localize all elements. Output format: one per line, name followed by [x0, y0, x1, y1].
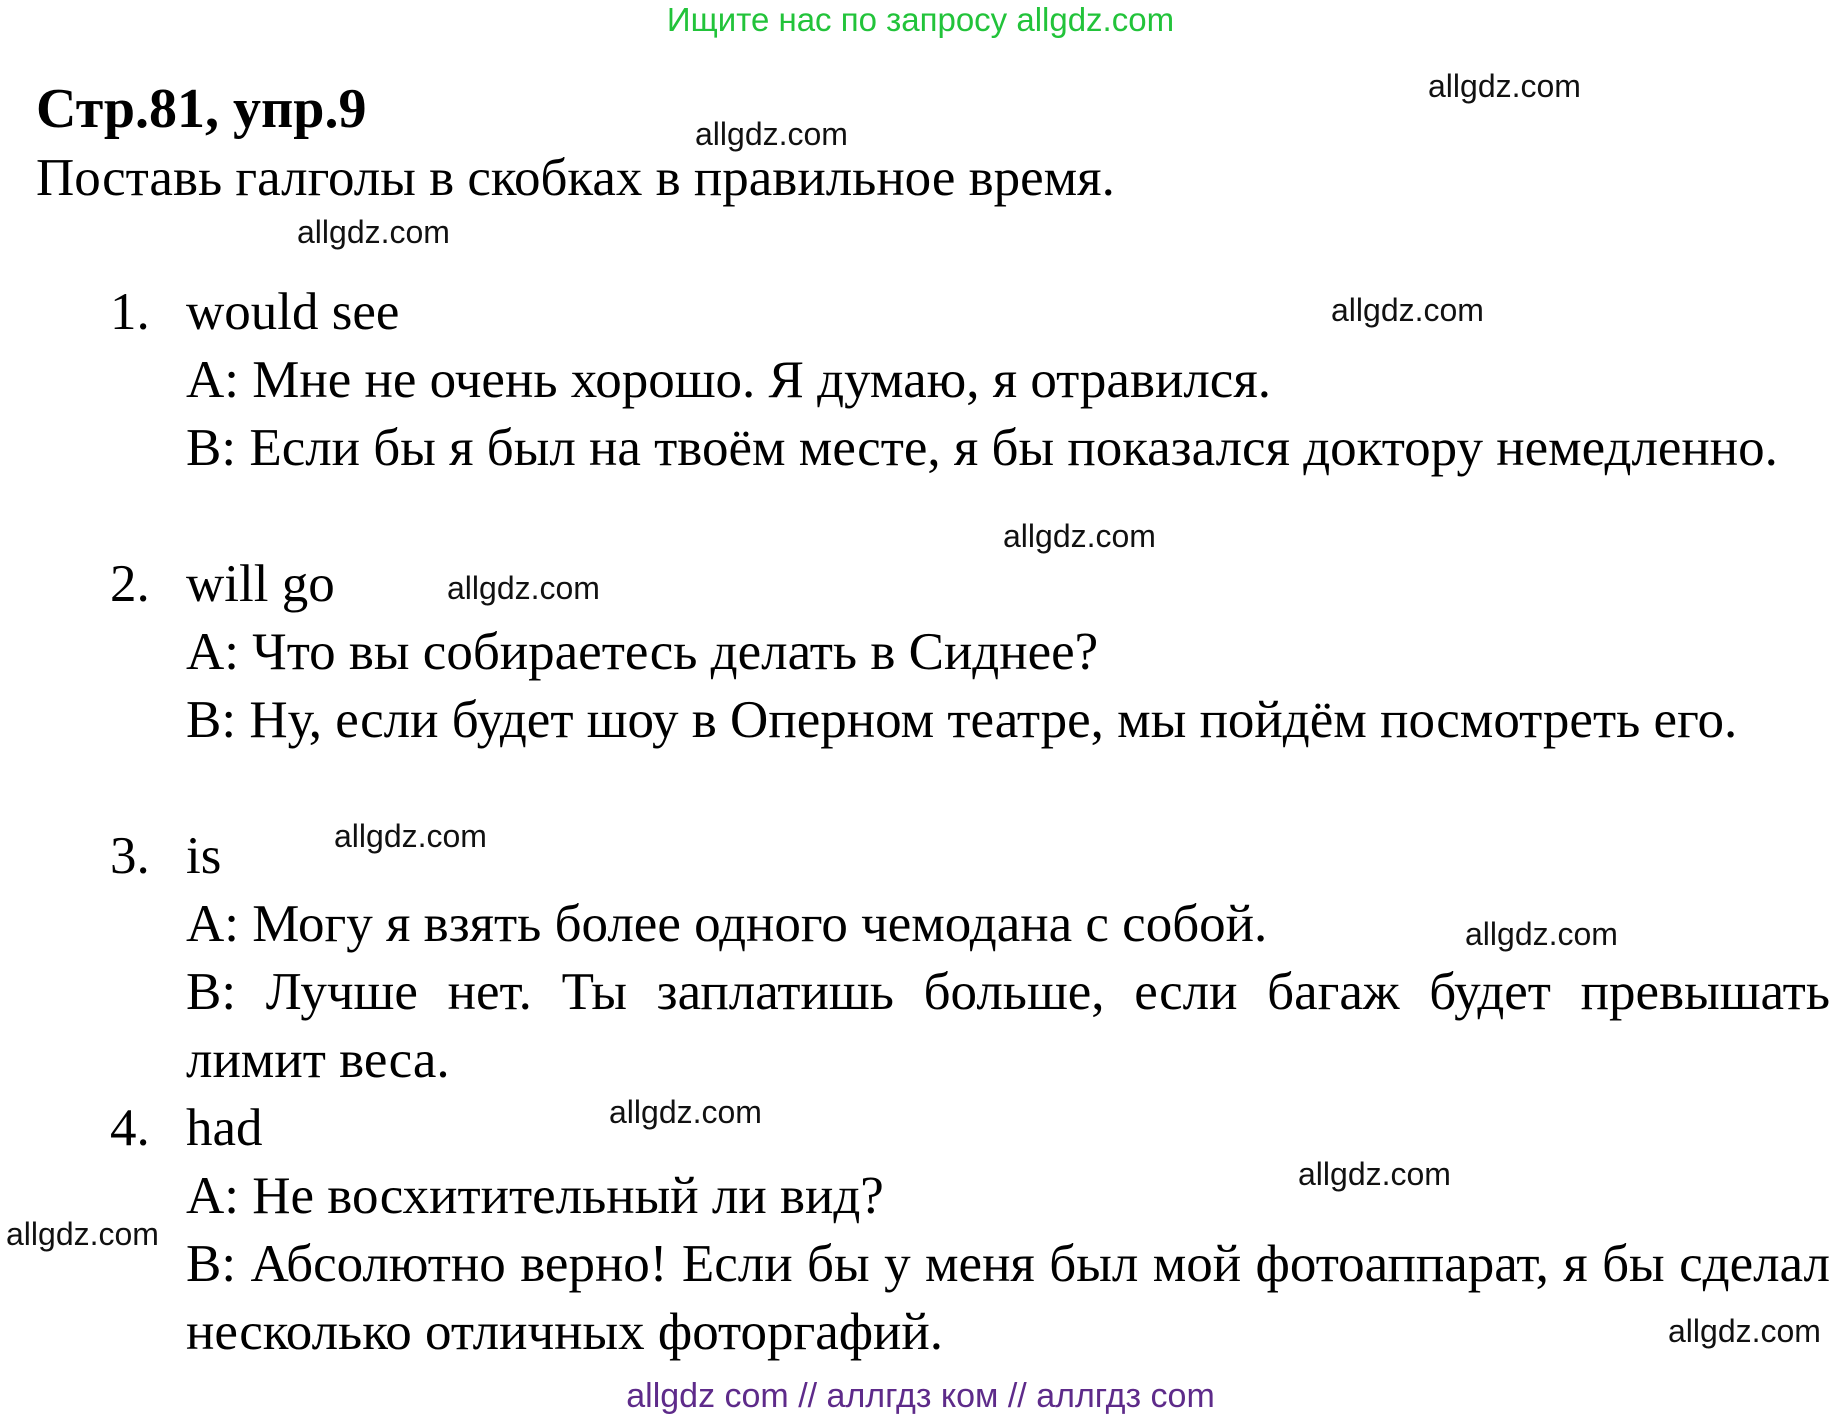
item-answer: would see — [186, 283, 400, 341]
dialogue-line-a: А: Не восхитительный ли вид? — [186, 1167, 884, 1225]
exercise-item — [110, 1094, 1830, 1366]
item-number: 3. — [110, 827, 150, 885]
watermark: allgdz.com — [1298, 1156, 1451, 1192]
exercise-item — [110, 278, 1830, 482]
exercise-instruction: Поставь галголы в скобках в правильное время. — [36, 149, 1115, 207]
watermark: allgdz.com — [1003, 518, 1156, 554]
item-number: 4. — [110, 1099, 150, 1157]
footer-links: allgdz com // аллгдз ком // аллгдз com — [626, 1377, 1215, 1415]
dialogue-line-b: В: Лучше нет. Ты заплатишь больше, если багаж будет превышать лимит веса. — [186, 963, 1830, 1089]
item-answer: had — [186, 1099, 263, 1157]
item-answer: is — [186, 827, 222, 885]
item-number: 2. — [110, 555, 150, 613]
item-number: 1. — [110, 283, 150, 341]
page-title: Стр.81, упр.9 — [36, 78, 367, 140]
dialogue-line-b: В: Если бы я был на твоём месте, я бы показался доктору немедленно. — [186, 419, 1778, 477]
search-banner: Ищите нас по запросу allgdz.com — [666, 1, 1175, 38]
item-answer: will go — [186, 555, 335, 613]
watermark: allgdz.com — [447, 570, 600, 606]
watermark: allgdz.com — [1331, 292, 1484, 328]
dialogue-line-a: А: Что вы собираетесь делать в Сиднее? — [186, 623, 1099, 681]
dialogue-line-b: В: Ну, если будет шоу в Оперном театре, мы пойдём посмотреть его. — [186, 691, 1738, 749]
watermark: allgdz.com — [1668, 1313, 1821, 1349]
watermark: allgdz.com — [1465, 916, 1618, 952]
dialogue-line-a: А: Могу я взять более одного чемодана с собой. — [186, 895, 1268, 953]
dialogue-line-b: В: Абсолютно верно! Если бы у меня был мой фотоаппарат, я бы сделал несколько отличных фоторгафий. — [186, 1235, 1830, 1361]
watermark: allgdz.com — [609, 1094, 762, 1130]
dialogue-line-a: А: Мне не очень хорошо. Я думаю, я отравился. — [186, 351, 1271, 409]
exercise-item — [110, 550, 1830, 754]
watermark: allgdz.com — [334, 818, 487, 854]
exercise-item — [110, 822, 1830, 1094]
watermark: allgdz.com — [6, 1216, 159, 1252]
watermark: allgdz.com — [1428, 68, 1581, 104]
watermark: allgdz.com — [695, 116, 848, 152]
watermark: allgdz.com — [297, 214, 450, 250]
